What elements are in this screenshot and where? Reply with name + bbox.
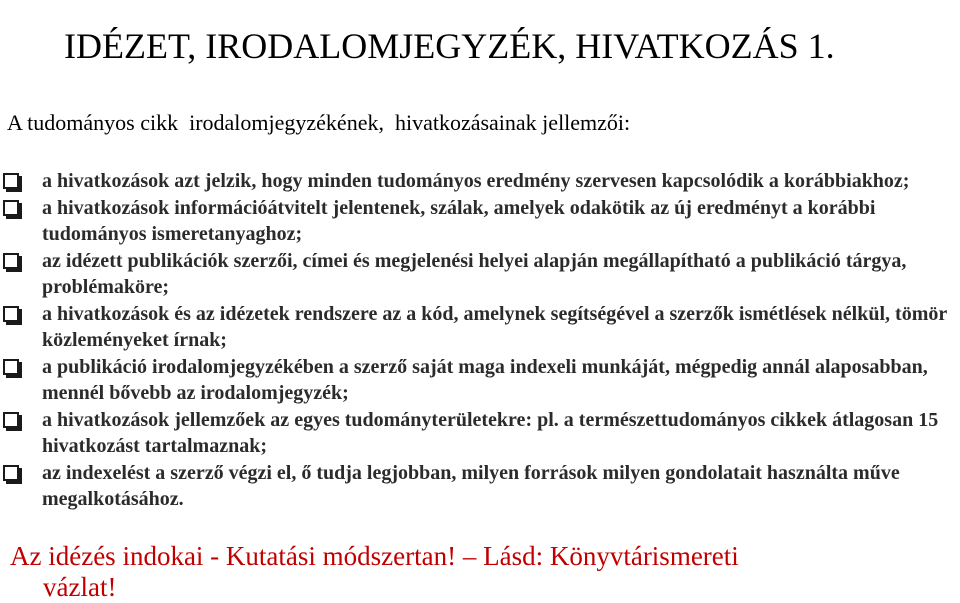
list-item-text: az indexelést a szerző végzi el, ő tudja legjobban, milyen források milyen gondolatait használta műve megalkotásához. xyxy=(42,462,900,510)
footer-note-line2: vázlat! xyxy=(43,572,117,602)
hollow-square-bullet-icon xyxy=(3,306,19,322)
list-item xyxy=(0,301,960,353)
hollow-square-bullet-icon xyxy=(3,200,19,216)
list-item xyxy=(0,354,960,406)
bullet-list xyxy=(0,168,960,513)
list-item-text: a publikáció irodalomjegyzékében a szerző saját maga indexeli munkáját, mégpedig annál alaposabban, mennél bővebb az irodalomjegyzék; xyxy=(42,356,928,404)
hollow-square-bullet-icon xyxy=(3,359,19,375)
list-item-text: a hivatkozások azt jelzik, hogy minden tudományos eredmény szervesen kapcsolódik a korábbiakhoz; xyxy=(42,170,910,192)
hollow-square-bullet-icon xyxy=(3,253,19,269)
footer-note xyxy=(10,541,950,603)
footer-note-line1: Az idézés indokai - Kutatási módszertan! – Lásd: Könyvtárismereti xyxy=(10,541,739,571)
list-item-text: a hivatkozások információátvitelt jelentenek, szálak, amelyek odakötik az új eredményt a korábbi tudományos ismeretanyaghoz; xyxy=(42,197,876,245)
page-title: IDÉZET, IRODALOMJEGYZÉK, HIVATKOZÁS 1. xyxy=(64,26,835,67)
hollow-square-bullet-icon xyxy=(3,465,19,481)
hollow-square-bullet-icon xyxy=(3,173,19,189)
list-item xyxy=(0,168,960,194)
list-item xyxy=(0,248,960,300)
list-item-text: a hivatkozások és az idézetek rendszere az a kód, amelynek segítségével a szerzők ismétlések nélkül, tömör közleményeket írnak; xyxy=(42,303,947,351)
hollow-square-bullet-icon xyxy=(3,412,19,428)
list-item xyxy=(0,460,960,512)
list-item-text: a hivatkozások jellemzőek az egyes tudományterületekre: pl. a természettudományos cikkek átlagosan 15 hivatkozást tartalmaznak; xyxy=(42,409,939,457)
list-item xyxy=(0,407,960,459)
intro-text: A tudományos cikk irodalomjegyzékének, hivatkozásainak jellemzői: xyxy=(7,110,631,135)
list-item xyxy=(0,195,960,247)
list-item-text: az idézett publikációk szerzői, címei és megjelenési helyei alapján megállapítható a publikáció tárgya, problémaköre; xyxy=(42,250,907,298)
